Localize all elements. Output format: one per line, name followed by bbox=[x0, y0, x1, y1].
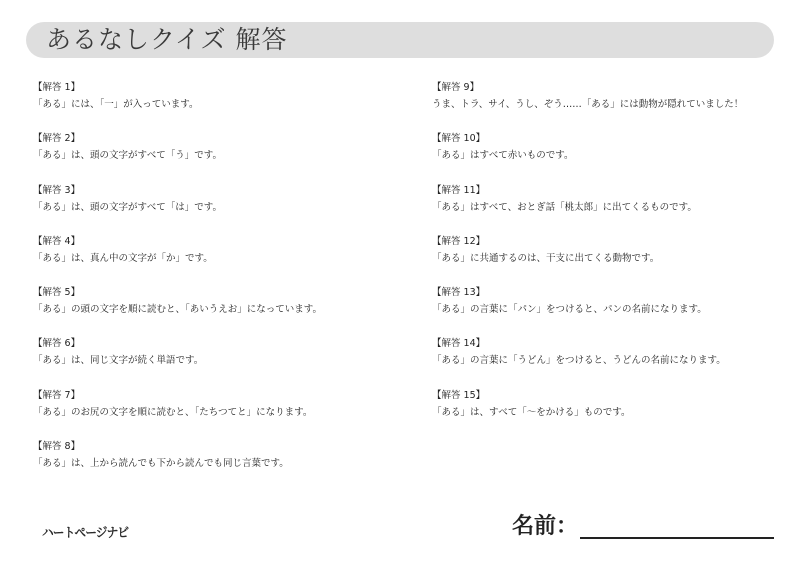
answer-label: 【解答 10】 bbox=[432, 133, 486, 145]
answer-label: 【解答 1】 bbox=[33, 82, 81, 93]
answer-item bbox=[432, 80, 792, 131]
answer-item bbox=[432, 234, 792, 285]
answer-text: うま、トラ、サイ、うし、ぞう……「ある」には動物が隠れていました！ bbox=[432, 99, 744, 110]
answer-item bbox=[33, 183, 413, 234]
page-title: あるなしクイズ 解答 bbox=[46, 25, 288, 54]
answer-text: 「ある」のお尻の文字を順に読むと、「たちつてと」になります。 bbox=[33, 406, 313, 418]
answer-item bbox=[33, 131, 413, 182]
name-field bbox=[512, 513, 774, 543]
answer-text: 「ある」はすべて赤いものです。 bbox=[432, 150, 574, 162]
answer-item bbox=[33, 336, 413, 387]
answer-text: 「ある」の言葉に「うどん」をつけると、うどんの名前になります。 bbox=[432, 355, 726, 367]
answer-text: 「ある」の言葉に「パン」をつけると、パンの名前になります。 bbox=[432, 304, 707, 316]
answer-label: 【解答 7】 bbox=[33, 389, 81, 401]
answer-text: 「ある」はすべて、おとぎ話「桃太郎」に出てくるものです。 bbox=[432, 201, 697, 213]
answer-item bbox=[432, 131, 792, 182]
answer-label: 【解答 4】 bbox=[33, 235, 81, 247]
name-write-line bbox=[580, 537, 774, 539]
answer-label: 【解答 14】 bbox=[432, 338, 486, 350]
answer-label: 【解答 9】 bbox=[432, 82, 480, 93]
answer-label: 【解答 12】 bbox=[432, 235, 486, 247]
answer-text: 「ある」は、頭の文字がすべて「う」です。 bbox=[33, 150, 223, 162]
answer-label: 【解答 2】 bbox=[33, 133, 81, 145]
answer-item bbox=[33, 80, 413, 131]
site-logo: ハートページナビ bbox=[42, 526, 129, 541]
answer-text: 「ある」に共通するのは、干支に出てくる動物です。 bbox=[432, 252, 660, 264]
answer-label: 【解答 5】 bbox=[33, 287, 81, 299]
answer-item bbox=[432, 183, 792, 234]
answers-left-column bbox=[33, 80, 413, 490]
answer-text: 「ある」には、「一」が入っています。 bbox=[33, 99, 199, 110]
answer-label: 【解答 15】 bbox=[432, 389, 486, 401]
name-label: 名前： bbox=[512, 514, 579, 539]
answer-label: 【解答 3】 bbox=[33, 184, 81, 196]
answer-item bbox=[33, 439, 413, 490]
answer-text: 「ある」は、すべて「～をかける」ものです。 bbox=[432, 406, 631, 418]
answer-item bbox=[432, 285, 792, 336]
answer-label: 【解答 13】 bbox=[432, 287, 486, 299]
answers-right-column bbox=[432, 80, 792, 439]
answer-text: 「ある」は、真ん中の文字が「か」です。 bbox=[33, 252, 213, 264]
answer-label: 【解答 8】 bbox=[33, 441, 81, 453]
answer-label: 【解答 6】 bbox=[33, 338, 81, 350]
answer-item bbox=[432, 336, 792, 387]
answer-item bbox=[33, 285, 413, 336]
answer-label: 【解答 11】 bbox=[432, 184, 486, 196]
answer-item bbox=[432, 388, 792, 439]
answer-text: 「ある」の頭の文字を順に読むと、「あいうえお」になっています。 bbox=[33, 304, 322, 316]
answer-text: 「ある」は、上から読んでも下から読んでも同じ言葉です。 bbox=[33, 458, 289, 470]
answer-text: 「ある」は、同じ文字が続く単語です。 bbox=[33, 355, 204, 367]
answer-item bbox=[33, 388, 413, 439]
title-bar bbox=[26, 22, 774, 58]
answer-text: 「ある」は、頭の文字がすべて「は」です。 bbox=[33, 201, 223, 213]
answer-item bbox=[33, 234, 413, 285]
